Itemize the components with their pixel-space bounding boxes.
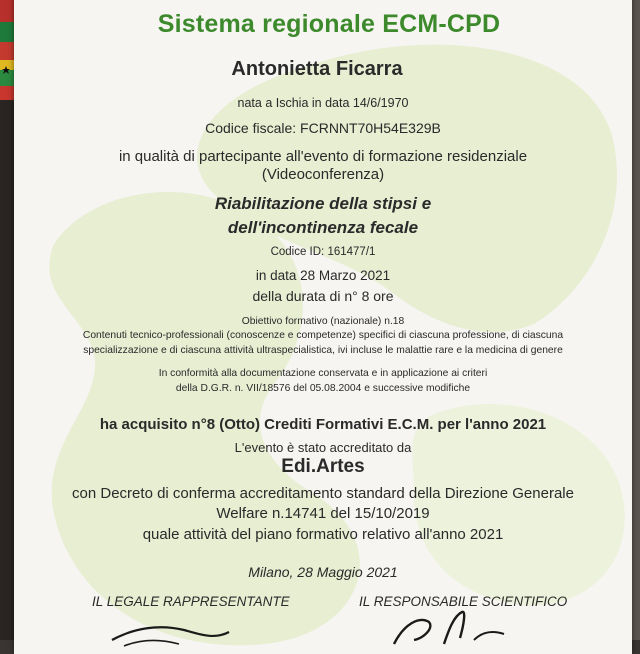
birth-info: nata a Ischia in data 14/6/1970 xyxy=(237,96,409,110)
credits-statement: ha acquisito n°8 (Otto) Crediti Formativi E.C.M. per l'anno 2021 xyxy=(99,416,547,433)
legal-rep-signature xyxy=(104,610,244,654)
decree-line-2: Welfare n.14741 del 15/10/2019 xyxy=(216,505,430,522)
decree-line-1: con Decreto di conferma accreditamento standard della Direzione Generale xyxy=(72,485,574,502)
system-title: Sistema regionale ECM-CPD xyxy=(157,10,501,38)
objective-line-1: Contenuti tecnico-professionali (conoscenze e competenze) specifici di ciascuna professione, di ciascuna xyxy=(82,330,564,341)
legal-rep-label: IL LEGALE RAPPRESENTANTE xyxy=(92,594,290,609)
conformity-line-2: della D.G.R. n. VII/18576 del 05.08.2004 e successive modifiche xyxy=(175,383,471,394)
event-title-line-1: Riabilitazione della stipsi e xyxy=(214,194,432,213)
event-duration: della durata di n° 8 ore xyxy=(252,288,394,304)
objective-heading: Obiettivo formativo (nazionale) n.18 xyxy=(241,316,405,327)
provider-name: Edi.Artes xyxy=(281,456,365,477)
event-title-line-2: dell'incontinenza fecale xyxy=(227,218,419,237)
accredited-by: L'evento è stato accreditato da xyxy=(234,440,412,455)
certificate-paper xyxy=(14,0,632,654)
decree-line-3: quale attività del piano formativo relativo all'anno 2021 xyxy=(142,526,504,543)
event-code: Codice ID: 161477/1 xyxy=(270,246,376,258)
scientific-resp-label: IL RESPONSABILE SCIENTIFICO xyxy=(359,594,568,609)
role-line-2: (Videoconferenza) xyxy=(261,166,385,183)
objective-line-2: specializzazione e di ciascuna attività ultraspecialistica, ivi incluse le malattie rare e la medicina di genere xyxy=(83,345,563,356)
role-line-1: in qualità di partecipante all'evento di formazione residenziale xyxy=(118,148,528,165)
event-date: in data 28 Marzo 2021 xyxy=(255,268,391,283)
conformity-line-1: In conformità alla documentazione conservata e in applicazione ai criteri xyxy=(158,368,488,379)
scientific-resp-signature xyxy=(374,604,534,654)
certificate-content xyxy=(14,0,632,654)
place-date: Milano, 28 Maggio 2021 xyxy=(248,564,398,580)
fiscal-code: Codice fiscale: FCRNNT70H54E329B xyxy=(205,120,441,136)
participant-name: Antonietta Ficarra xyxy=(231,58,403,80)
